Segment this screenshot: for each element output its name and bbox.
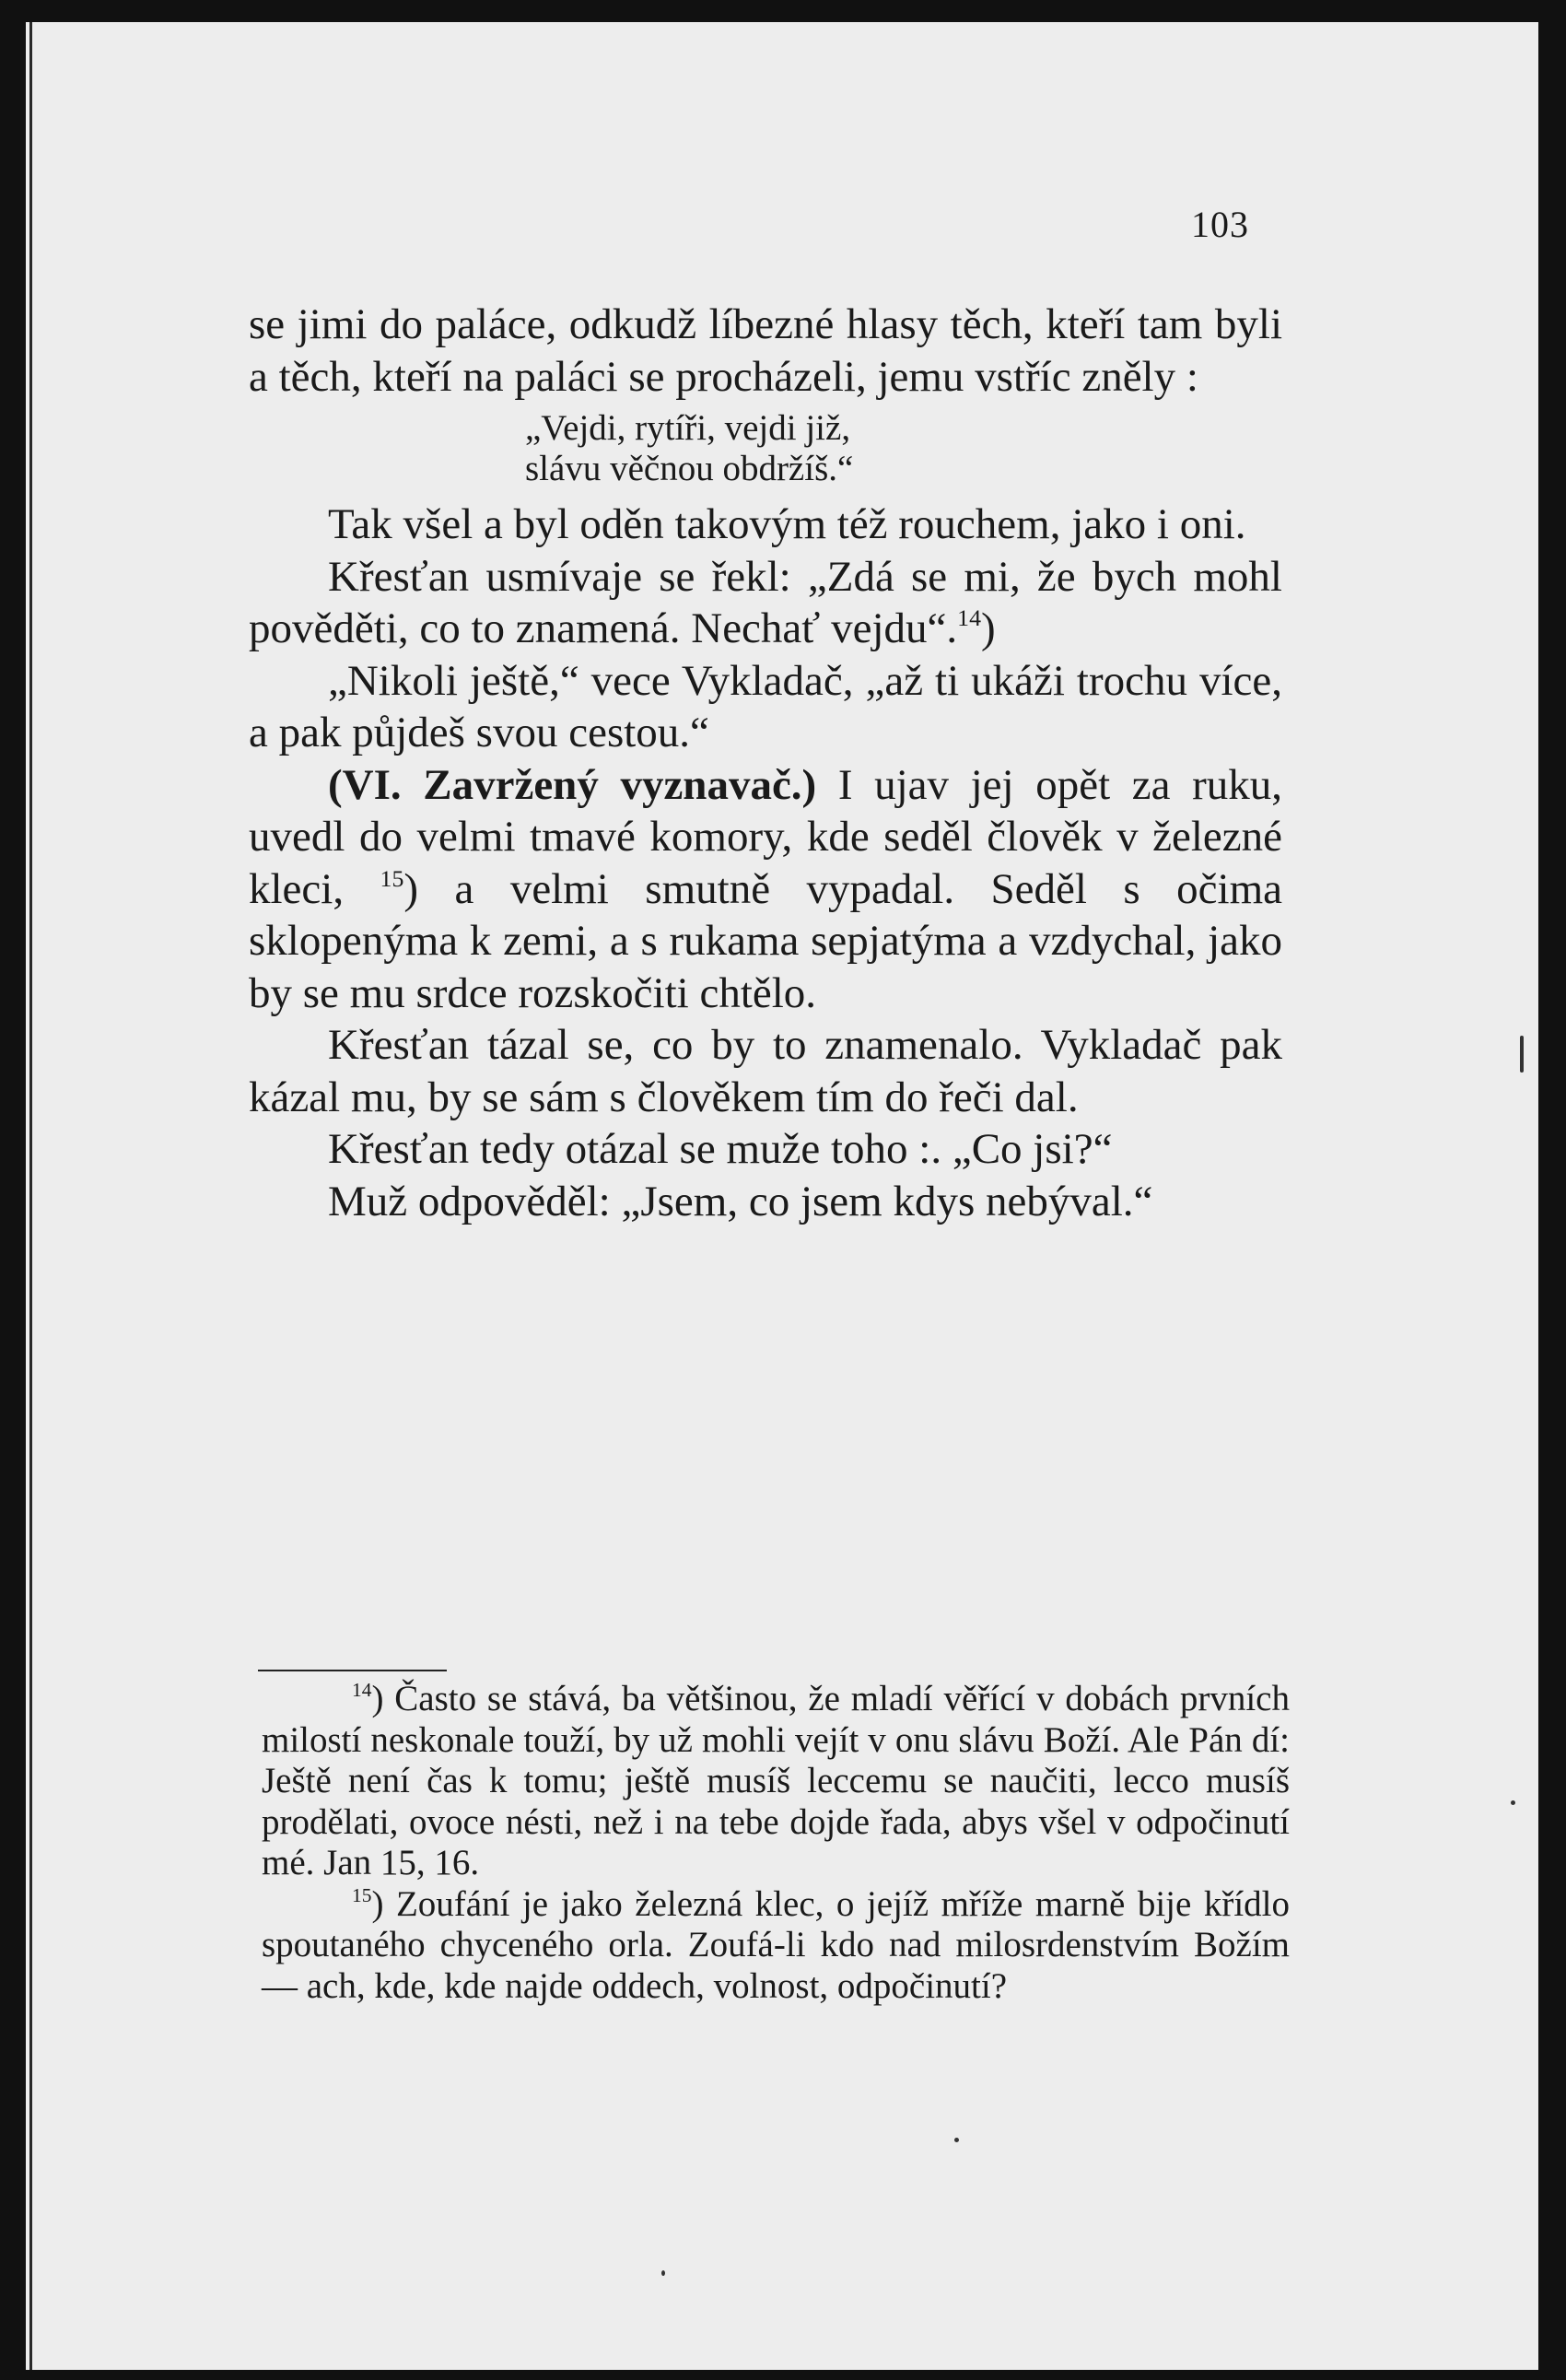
paragraph-7: Křesťan tedy otázal se muže toho :. „Co jsi?“ [328,1125,1113,1173]
speck [661,2270,665,2276]
speck [1520,1036,1524,1073]
footnote-ref-15: 15 [380,864,404,892]
speck [954,2138,959,2142]
main-text [249,299,1282,1227]
footnote-text-15: ) Zoufání je jako železná klec, o jejíž mříže marně bije křídlo spoutaného chyceného orla. Zoufá-li kdo nad milosrdenstvím Božím — ach, kde, kde najde oddech, volnost, odpočinutí? [262,1883,1290,2006]
footnote-15 [262,1884,1290,2008]
paragraph-5 [249,759,1282,1020]
footnote-text-14: ) Často se stává, ba většinou, že mladí věřící v dobách prvních milostí neskonale touží, by už mohli vejít v onu slávu Boží. Ale Pán dí: Ještě není čas k tomu; ještě musíš leccemu se naučiti, lecco musíš prodělati, ovoce nésti, než i na tebe dojde řada, abys všel v odpočinutí mé. Jan 15, 16. [262,1679,1290,1882]
verse-quote [249,408,1282,489]
footnote-number-14: 14 [352,1679,372,1701]
paragraph-3 [249,551,1282,655]
paragraph-3-text: Křesťan usmívaje se řekl: „Zdá se mi, že bych mohl pověděti, co to znamená. Nechať vejdu“. [249,552,1282,652]
paragraph-5-text-2: ) a velmi smutně vypadal. Seděl s očima sklopenýma k zemi, a s rukama sepjatýma a vzdychal, jako by se mu srdce rozskočiti chtělo. [249,864,1282,1017]
footnote-ref-14: 14 [957,604,981,631]
speck [1511,1800,1515,1805]
paragraph-8: Muž odpověděl: „Jsem, co jsem kdys nebýval.“ [328,1177,1153,1225]
footnotes [262,1679,1290,2007]
footnote-divider [258,1670,447,1671]
paragraph-1: se jimi do paláce, odkudž líbezné hlasy těch, kteří tam byli a těch, kteří na paláci se procházeli, jemu vstříc zněly : [249,300,1282,401]
footnote-14 [262,1679,1290,1884]
verse-line-2: slávu věčnou obdržíš.“ [525,449,854,488]
footnote-number-15: 15 [352,1883,372,1906]
verse-line-1: „Vejdi, rytíři, vejdi již, [525,408,851,448]
paragraph-4: „Nikoli ještě,“ vece Vykladač, „až ti ukáži trochu více, a pak půjdeš svou cestou.“ [249,656,1282,756]
binding-edge [29,22,32,2370]
paragraph-6: Křesťan tázal se, co by to znamenalo. Vykladač pak kázal mu, by se sám s člověkem tím do řeči dal. [249,1021,1282,1121]
paragraph-5-text-1: I ujav jej opět za ruku, uvedl do velmi tmavé komory, kde seděl člověk v železné kleci, [249,760,1282,913]
page-number: 103 [1191,204,1249,245]
paragraph-2: Tak všel a byl oděn takovým též rouchem, jako i oni. [328,500,1246,548]
paragraph-3-close: ) [981,604,996,652]
section-heading: (VI. Zavržený vyznavač.) [328,760,817,809]
book-page [26,22,1538,2370]
